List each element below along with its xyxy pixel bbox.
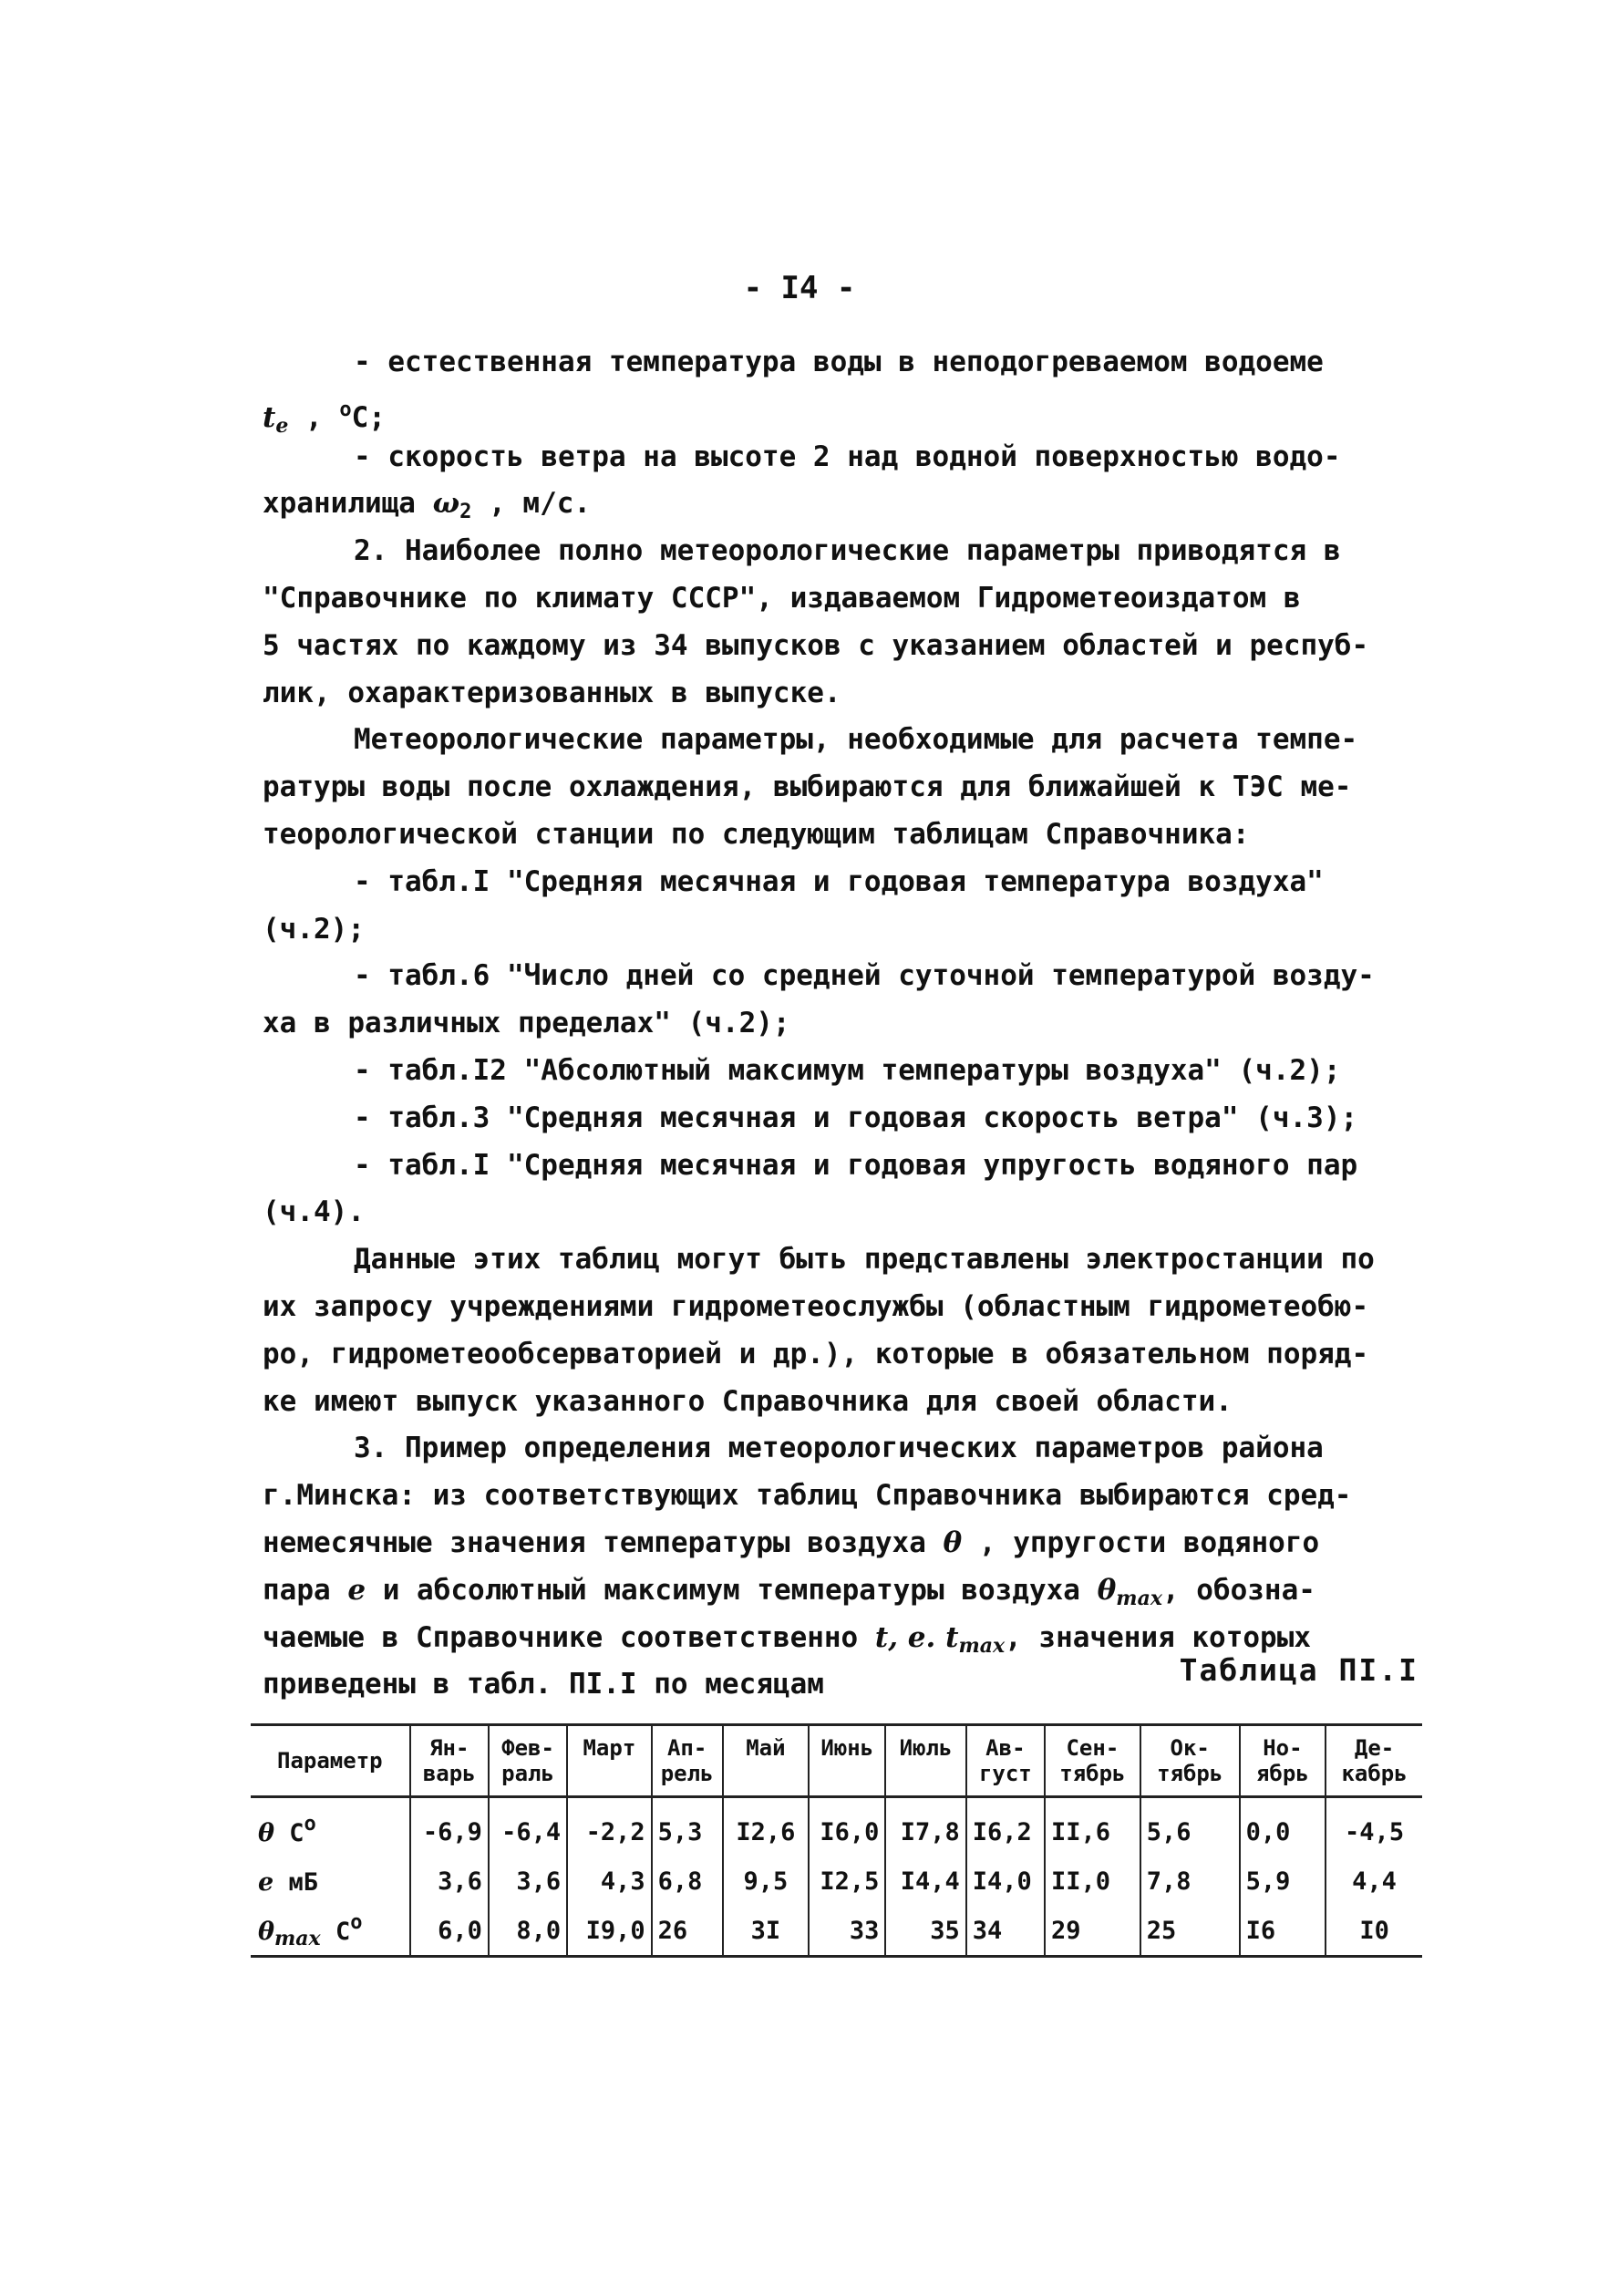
value-cell: I4,0: [966, 1856, 1045, 1906]
header-cell-month: Сен- тябрь: [1045, 1725, 1140, 1797]
value-cell: 29: [1045, 1906, 1140, 1957]
value-cell: 7,8: [1140, 1856, 1240, 1906]
table-header-row: [251, 1725, 1422, 1797]
body-text: [263, 339, 1429, 1709]
text-line: [263, 1567, 1429, 1615]
text-line: ратуры воды после охлаждения, выбираются для ближайшей к ТЭС ме-: [263, 771, 1352, 804]
value-cell: 3,6: [489, 1856, 567, 1906]
header-cell-month: Март: [567, 1725, 651, 1797]
text-line: - естественная температура воды в неподогреваемом водоеме: [354, 346, 1324, 378]
header-cell-month: Но- ябрь: [1240, 1725, 1326, 1797]
value-cell: 3I: [723, 1906, 810, 1957]
header-cell-month: Ян- варь: [410, 1725, 489, 1797]
value-cell: I6,2: [966, 1797, 1045, 1857]
table-row: [251, 1856, 1422, 1906]
header-cell-month: Фев- раль: [489, 1725, 567, 1797]
text-line: приведены в табл. ПI.I по месяцам: [263, 1668, 824, 1701]
value-cell: I7,8: [885, 1797, 965, 1857]
value-cell: 25: [1140, 1906, 1240, 1957]
value-cell: 5,9: [1240, 1856, 1326, 1906]
text-line: их запросу учреждениями гидрометеослужбы (областным гидрометеобю-: [263, 1289, 1369, 1323]
text-line: "Справочнике по климату СССР", издаваемом Гидрометеоиздатом в: [263, 581, 1301, 615]
table-caption: Таблица ПI.I: [1179, 1652, 1418, 1688]
header-cell-month: Июнь: [809, 1725, 885, 1797]
table-container: [251, 1723, 1422, 1958]
symbol-subscript: max: [1116, 1586, 1162, 1610]
value-cell: 6,0: [410, 1906, 489, 1957]
text-line: [263, 1520, 1429, 1567]
text-fragment: немесячные значения температуры воздуха: [263, 1525, 944, 1559]
value-cell: 0,0: [1240, 1797, 1326, 1857]
header-cell-month: Июль: [885, 1725, 965, 1797]
text-fragment: , м/с.: [471, 487, 592, 521]
text-line: - табл.3 "Средняя месячная и годовая скорость ветра" (ч.3);: [354, 1101, 1358, 1134]
value-cell: 4,3: [567, 1856, 651, 1906]
value-cell: 35: [885, 1906, 965, 1957]
param-unit: мБ: [288, 1867, 318, 1897]
symbol-t: t: [263, 400, 276, 434]
header-cell-month: Де- кабрь: [1326, 1725, 1422, 1797]
value-cell: 26: [652, 1906, 723, 1957]
text-line: Данные этих таблиц могут быть представлены электростанции по: [354, 1243, 1375, 1277]
value-cell: 8,0: [489, 1906, 567, 1957]
param-symbol: e: [258, 1867, 274, 1897]
value-cell: I6,0: [809, 1797, 885, 1857]
symbol-subscript: e: [275, 413, 289, 434]
value-cell: 33: [809, 1906, 885, 1957]
value-cell: 34: [966, 1906, 1045, 1957]
symbol-theta: θ: [1097, 1573, 1117, 1607]
text-line: (ч.4).: [263, 1195, 365, 1229]
symbol-list: t, e. t: [874, 1620, 959, 1654]
value-cell: 5,3: [652, 1797, 723, 1857]
value-cell: -6,4: [489, 1797, 567, 1857]
symbol-e: e: [347, 1573, 366, 1607]
text-line: - табл.I "Средняя месячная и годовая температура воздуха": [354, 864, 1324, 898]
data-table: [251, 1723, 1422, 1958]
text-line: 2. Наиболее полно метеорологические параметры приводятся в: [354, 534, 1341, 568]
text-fragment: чаемые в Справочнике соответственно: [263, 1620, 875, 1654]
unit-text: C;: [351, 400, 386, 434]
param-unit: C: [335, 1917, 351, 1946]
header-cell-month: Ап- рель: [652, 1725, 723, 1797]
value-cell: I9,0: [567, 1906, 651, 1957]
value-cell: 6,8: [652, 1856, 723, 1906]
text-line: - скорость ветра на высоте 2 над водной поверхностью водо-: [354, 440, 1341, 473]
text-line: - табл.I "Средняя месячная и годовая упругость водяного пар: [354, 1148, 1358, 1182]
text-fragment: , значения которых: [1005, 1620, 1312, 1654]
text-line: ха в различных пределах" (ч.2);: [263, 1007, 790, 1040]
param-subscript: max: [274, 1926, 321, 1950]
unit-degree: o: [304, 1812, 316, 1836]
text-line: 3. Пример определения метеорологических параметров района: [354, 1432, 1324, 1465]
value-cell: -4,5: [1326, 1797, 1422, 1857]
value-cell: I6: [1240, 1906, 1326, 1957]
value-cell: 4,4: [1326, 1856, 1422, 1906]
param-cell: [251, 1856, 410, 1906]
text-line: теорологической станции по следующим таблицам Справочника:: [263, 817, 1250, 851]
table-row: [251, 1906, 1422, 1957]
value-cell: I0: [1326, 1906, 1422, 1957]
symbol-subscript: max: [958, 1633, 1006, 1658]
value-cell: I2,6: [723, 1797, 810, 1857]
page-number: - I4 -: [743, 270, 856, 306]
text-fragment: , обозна-: [1161, 1573, 1315, 1607]
table-body: [251, 1797, 1422, 1957]
table-row: [251, 1797, 1422, 1857]
symbol-omega: ω: [432, 487, 460, 521]
text-fragment: , упругости водяного: [962, 1525, 1320, 1559]
text-fragment: и абсолютный максимум температуры воздуха: [366, 1573, 1098, 1607]
value-cell: II,6: [1045, 1797, 1140, 1857]
text-line: [263, 387, 1429, 434]
param-cell: [251, 1797, 410, 1857]
param-symbol: θ: [258, 1917, 275, 1946]
value-cell: 9,5: [723, 1856, 810, 1906]
param-unit: C: [289, 1818, 304, 1847]
header-cell-param: Параметр: [251, 1725, 410, 1797]
text-line: [263, 481, 1429, 528]
param-cell: [251, 1906, 410, 1957]
header-cell-month: Ав- густ: [966, 1725, 1045, 1797]
text-fragment: пара: [263, 1573, 348, 1607]
symbol-theta: θ: [943, 1525, 963, 1559]
text-line: ке имеют выпуск указанного Справочника для своей области.: [263, 1384, 1233, 1418]
text-line: лик, охарактеризованных в выпуске.: [263, 676, 841, 709]
header-cell-month: Май: [723, 1725, 810, 1797]
symbol-subscript: 2: [459, 501, 472, 524]
degree-sign: o: [339, 398, 352, 421]
unit-degree: o: [350, 1910, 363, 1934]
value-cell: 5,6: [1140, 1797, 1240, 1857]
value-cell: I4,4: [885, 1856, 965, 1906]
value-cell: -2,2: [567, 1797, 651, 1857]
text-line: 5 частях по каждому из 34 выпусков с указанием областей и респуб-: [263, 628, 1369, 662]
text-line: ро, гидрометеообсерваторией и др.), которые в обязательном поряд-: [263, 1337, 1369, 1370]
value-cell: II,0: [1045, 1856, 1140, 1906]
text-line: - табл.6 "Число дней со средней суточной температурой возду-: [354, 959, 1375, 993]
comma: ,: [305, 400, 323, 434]
text-fragment: хранилища: [263, 487, 433, 521]
value-cell: I2,5: [809, 1856, 885, 1906]
text-line: г.Минска: из соответствующих таблиц Справочника выбираются сред-: [263, 1479, 1352, 1513]
text-line: - табл.I2 "Абсолютный максимум температуры воздуха" (ч.2);: [354, 1053, 1341, 1087]
text-line: Метеорологические параметры, необходимые для расчета темпе-: [354, 723, 1358, 757]
value-cell: 3,6: [410, 1856, 489, 1906]
text-line: (ч.2);: [263, 912, 365, 946]
param-symbol: θ: [258, 1818, 275, 1847]
value-cell: -6,9: [410, 1797, 489, 1857]
header-cell-month: Ок- тябрь: [1140, 1725, 1240, 1797]
